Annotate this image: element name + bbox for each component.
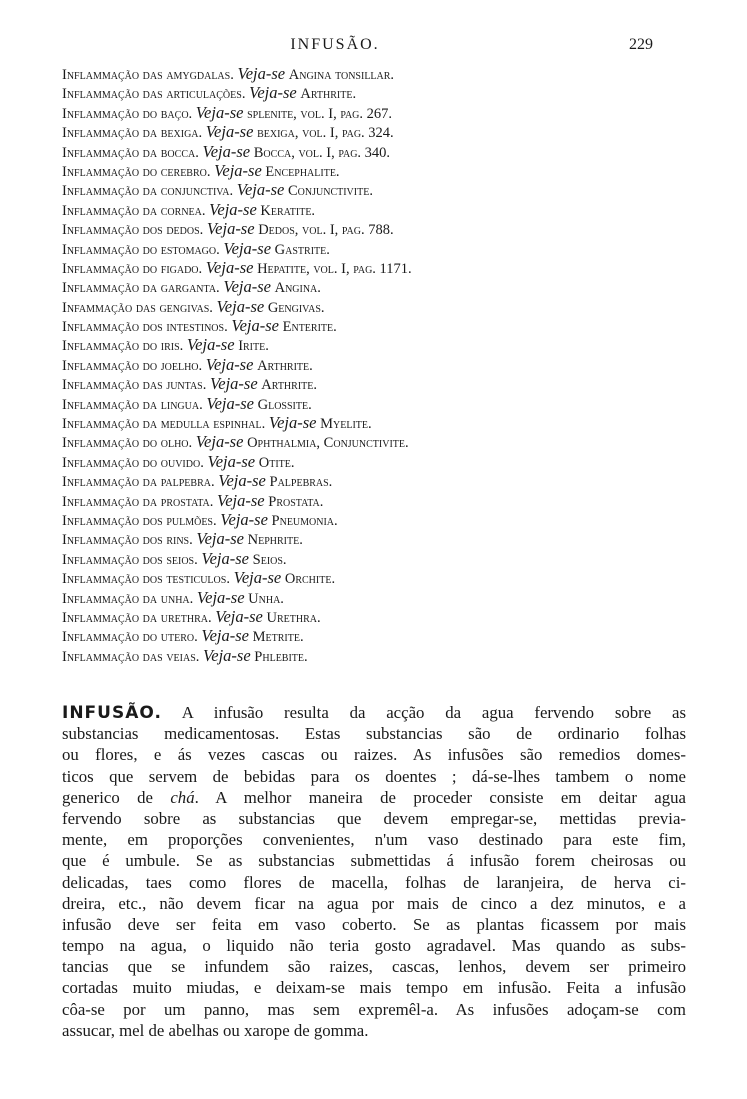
line-text: mente, em proporções convenientes, n'um vaso destinado para este fim, xyxy=(62,830,686,850)
index-entry xyxy=(62,200,682,219)
entry-term: Inflammação das articulações. xyxy=(62,86,246,103)
entry-target: Arthrite. xyxy=(300,86,357,103)
entry-term: Inflammação da cornea. xyxy=(62,202,206,219)
entry-see-reference: Veja-se xyxy=(206,393,254,413)
entry-term: Inflammação da medulla espinhal. xyxy=(62,416,266,433)
entry-see-reference: Veja-se xyxy=(202,141,251,161)
running-title: INFUSÃO. xyxy=(290,36,380,53)
entry-target: Angina. xyxy=(274,280,321,297)
line-text: A infusão resulta da acção da agua fervendo sobre as xyxy=(161,703,686,722)
line-text: que é umbule. Se as substancias submettidas á infusão forem cheirosas ou xyxy=(62,851,686,871)
entry-term: Inflammação da bocca. xyxy=(62,144,199,161)
entry-see-reference: Veja-se xyxy=(216,296,265,316)
article-line xyxy=(62,702,686,723)
index-entry xyxy=(62,374,682,393)
line-text: . A melhor maneira de proceder consiste em deitar agua xyxy=(194,787,686,807)
line-text: delicadas, taes como flores de macella, folhas de laranjeira, de herva ci- xyxy=(62,872,686,892)
entry-see-reference: Veja-se xyxy=(210,374,258,394)
index-entry xyxy=(62,626,682,645)
entry-target: Urethra. xyxy=(266,609,321,626)
index-entry xyxy=(62,64,682,83)
entry-see-reference: Veja-se xyxy=(195,102,244,122)
line-emphasis: chá xyxy=(170,787,195,807)
article-line xyxy=(62,872,686,893)
entry-term: Inflammação das amygdalas. xyxy=(62,67,234,83)
entry-see-reference: Veja-se xyxy=(218,471,266,491)
entry-see-reference: Veja-se xyxy=(205,257,254,277)
entry-term: Inflammação do figado. xyxy=(62,260,203,277)
index-entry xyxy=(62,277,682,296)
index-entry xyxy=(62,471,682,490)
article-line xyxy=(62,723,686,744)
entry-target: Bocca, vol. I, pag. 340. xyxy=(253,144,391,161)
entry-see-reference: Veja-se xyxy=(203,645,251,665)
index-entry xyxy=(62,432,682,451)
index-entry xyxy=(62,452,682,471)
entry-term: Inflammação da conjunctiva. xyxy=(62,183,234,200)
entry-target: Irite. xyxy=(238,338,269,355)
entry-target: Gastrite. xyxy=(274,241,330,258)
article-line xyxy=(62,808,686,829)
entry-term: Inflammação das veias. xyxy=(62,648,200,665)
entry-target: Pneumonia. xyxy=(271,512,338,529)
index-entry xyxy=(62,142,682,161)
index-entry xyxy=(62,316,682,335)
entry-term: Inflammação do ouvido. xyxy=(62,454,204,471)
article-line xyxy=(62,744,686,765)
index-entry xyxy=(62,103,682,122)
entry-see-reference: Veja-se xyxy=(233,568,282,588)
article-line xyxy=(62,787,686,808)
entry-term: Inflammação da palpebra. xyxy=(62,474,215,491)
entry-see-reference: Veja-se xyxy=(215,606,263,626)
index-entry xyxy=(62,258,682,277)
article-line xyxy=(62,829,686,850)
entry-see-reference: Veja-se xyxy=(231,316,279,336)
index-entry xyxy=(62,646,682,665)
entry-term: Inflammação da unha. xyxy=(62,590,194,607)
line-text: ou flores, e ás vezes cascas ou raizes. As infusões são remedios domes- xyxy=(62,745,686,765)
entry-term: Inflammação do baço. xyxy=(62,105,193,122)
index-entry xyxy=(62,219,682,238)
entry-target: Glossite. xyxy=(257,396,312,413)
entry-see-reference: Veja-se xyxy=(268,413,317,433)
entry-see-reference: Veja-se xyxy=(205,354,254,374)
index-entry xyxy=(62,413,682,432)
entry-target: Prostata. xyxy=(268,493,324,510)
entry-term: Inflammação dos testiculos. xyxy=(62,571,230,588)
entry-see-reference: Veja-se xyxy=(216,490,265,510)
entry-target: Encephalite. xyxy=(265,163,340,180)
index-entry xyxy=(62,529,682,548)
entry-target: Conjunctivite. xyxy=(288,183,373,200)
entry-term: Inflammação dos dedos. xyxy=(62,222,204,239)
entry-target: Unha. xyxy=(248,590,284,607)
entry-see-reference: Veja-se xyxy=(223,277,271,297)
article-line xyxy=(62,850,686,871)
entry-see-reference: Veja-se xyxy=(195,432,244,452)
index-entry xyxy=(62,607,682,626)
entry-target: Dedos, vol. I, pag. 788. xyxy=(258,222,394,239)
index-entry xyxy=(62,122,682,141)
line-text: côa-se por um panno, mas sem expremêl-a. As infusões adoçam-se com xyxy=(62,999,686,1019)
entry-see-reference: Veja-se xyxy=(214,160,262,180)
entry-see-reference: Veja-se xyxy=(237,64,286,83)
index-entry xyxy=(62,83,682,102)
index-entry xyxy=(62,568,682,587)
page-header xyxy=(0,36,747,58)
index-entry xyxy=(62,239,682,258)
index-entry xyxy=(62,394,682,413)
entry-see-reference: Veja-se xyxy=(220,509,268,529)
entry-see-reference: Veja-se xyxy=(249,83,297,103)
entry-target: Nephrite. xyxy=(247,532,303,549)
entry-term: Inflammação dos pulmões. xyxy=(62,512,217,529)
article-line xyxy=(62,914,686,935)
entry-target: Orchite. xyxy=(284,571,336,588)
entry-see-reference: Veja-se xyxy=(196,587,245,607)
entry-term: Inflammação do utero. xyxy=(62,629,198,646)
entry-term: Inflammação dos seios. xyxy=(62,551,198,568)
entry-target: bexiga, vol. I, pag. 324. xyxy=(257,125,394,142)
index-entry xyxy=(62,510,682,529)
line-text: infusão deve ser feita em vaso coberto. Se as plantas ficassem por mais xyxy=(62,914,686,934)
index-entry xyxy=(62,355,682,374)
entry-see-reference: Veja-se xyxy=(223,238,272,258)
entry-target: Arthrite. xyxy=(257,357,313,374)
entry-see-reference: Veja-se xyxy=(196,529,245,549)
entry-see-reference: Veja-se xyxy=(206,219,255,239)
entry-target: Metrite. xyxy=(252,629,304,646)
entry-see-reference: Veja-se xyxy=(201,548,250,568)
entry-target: Keratite. xyxy=(260,202,316,219)
index-entry xyxy=(62,180,682,199)
line-text: tempo na agua, o liquido não teria gosto agradavel. Mas quando as subs- xyxy=(62,936,686,956)
index-entry xyxy=(62,549,682,568)
entry-target: Otite. xyxy=(258,454,295,471)
entry-term: Inflammação do olho. xyxy=(62,435,193,452)
article-line xyxy=(62,956,686,977)
line-text: tancias que se infundem são raizes, cascas, lenhos, devem ser primeiro xyxy=(62,957,686,977)
index-entry xyxy=(62,297,682,316)
entry-term: Infammação das gengivas. xyxy=(62,299,213,316)
index-entry xyxy=(62,161,682,180)
article-headword: INFUSÃO. xyxy=(62,703,162,723)
entry-term: Inflammação da lingua. xyxy=(62,396,203,413)
article-line xyxy=(62,1020,686,1041)
article-infusao xyxy=(62,702,686,1041)
entry-term: Inflammação da urethra. xyxy=(62,609,212,626)
entry-term: Inflammação da prostata. xyxy=(62,493,214,510)
article-line xyxy=(62,893,686,914)
entry-term: Inflammação do joelho. xyxy=(62,357,203,374)
index-entry xyxy=(62,588,682,607)
entry-see-reference: Veja-se xyxy=(207,451,256,471)
entry-term: Inflammação dos rins. xyxy=(62,532,193,549)
article-line xyxy=(62,935,686,956)
line-text: dreira, etc., não devem ficar na agua por mais de cinco a dez minutos, e a xyxy=(62,893,686,913)
entry-target: Hepatite, vol. I, pag. 1171. xyxy=(257,260,412,277)
index-entry xyxy=(62,491,682,510)
article-line xyxy=(62,999,686,1020)
entry-target: Gengivas. xyxy=(267,299,325,316)
line-text: assucar, mel de abelhas ou xarope de gomma. xyxy=(62,1020,369,1040)
entry-term: Inflammação da bexiga. xyxy=(62,125,203,142)
entry-see-reference: Veja-se xyxy=(209,199,257,219)
entry-see-reference: Veja-se xyxy=(201,626,249,646)
entry-term: Inflammação do estomago. xyxy=(62,241,220,258)
entry-term: Inflammação dos intestinos. xyxy=(62,319,228,336)
entry-target: Seios. xyxy=(252,551,287,568)
index-entries xyxy=(62,64,682,665)
entry-see-reference: Veja-se xyxy=(186,335,235,355)
line-text: fervendo sobre as substancias que devem empregar-se, mettidas previa- xyxy=(62,808,686,828)
entry-target: Enterite. xyxy=(282,319,337,336)
entry-see-reference: Veja-se xyxy=(205,122,254,142)
entry-term: Inflammação da garganta. xyxy=(62,280,220,297)
entry-target: Myelite. xyxy=(320,416,372,433)
entry-see-reference: Veja-se xyxy=(236,180,285,200)
line-text: substancias medicamentosas. Estas substancias são de ordinario folhas xyxy=(62,724,686,744)
entry-target: Phlebite. xyxy=(254,648,308,665)
line-text: generico de xyxy=(62,787,171,807)
entry-target: Ophthalmia, Conjunctivite. xyxy=(247,435,409,452)
entry-target: Palpebras. xyxy=(269,474,333,491)
line-text: cortadas muito miudas, e deixam-se mais tempo em infusão. Feita a infusão xyxy=(62,978,686,998)
entry-target: Arthrite. xyxy=(261,377,317,394)
article-line xyxy=(62,977,686,998)
entry-term: Inflammação das juntas. xyxy=(62,377,207,394)
entry-term: Inflammação do iris. xyxy=(62,338,184,355)
article-line xyxy=(62,766,686,787)
line-text: ticos que servem de bebidas para os doentes ; dá-se-lhes tambem o nome xyxy=(62,766,686,786)
page-number: 229 xyxy=(629,36,653,53)
entry-target: splenite, vol. I, pag. 267. xyxy=(247,105,393,122)
entry-term: Inflammação do cerebro. xyxy=(62,163,211,180)
index-entry xyxy=(62,335,682,354)
entry-target: Angina tonsillar. xyxy=(288,67,395,83)
